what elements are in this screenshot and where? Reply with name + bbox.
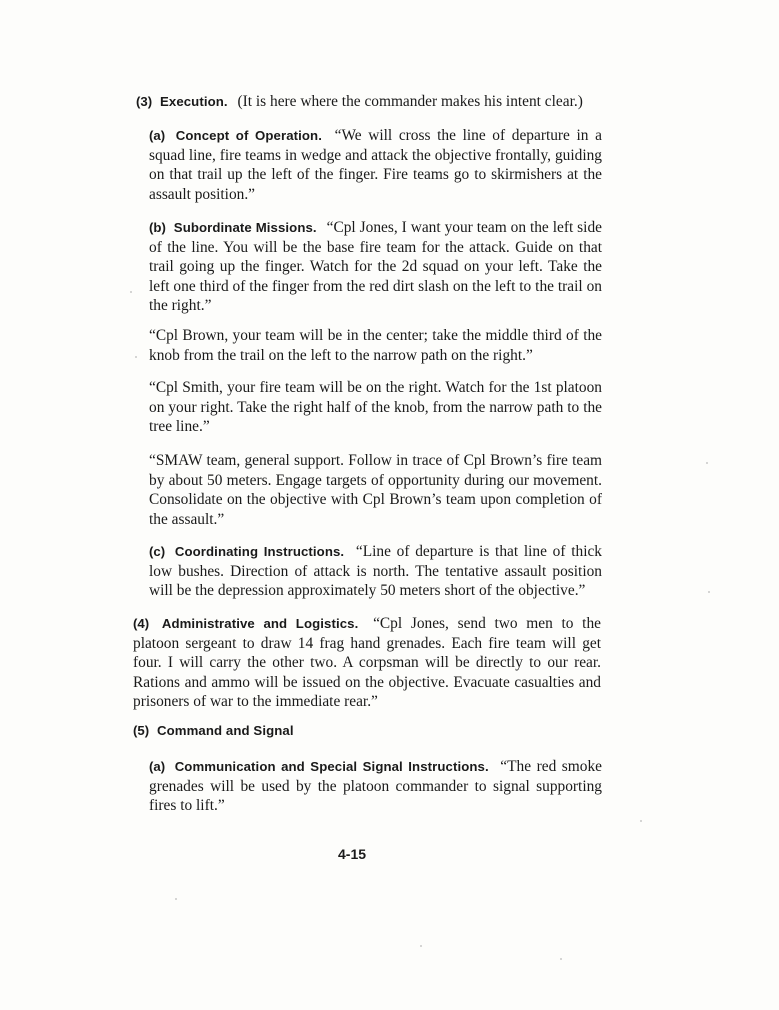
scan-speck — [706, 462, 708, 464]
concept-paragraph — [149, 126, 602, 204]
admin-paragraph — [133, 614, 601, 712]
scan-speck — [130, 291, 132, 293]
scan-speck — [640, 820, 642, 822]
execution-text: (It is here where the commander makes his intent clear.) — [237, 93, 583, 110]
coordinating-heading: Coordinating Instructions. — [174, 544, 345, 559]
coordinating-text: “Line of departure is that line of thick low bushes. Direction of attack is north. The tentative assault position will be the depression approximately 50 meters short of the objective.” — [149, 543, 602, 600]
page-number: 4-15 — [338, 846, 367, 862]
concept-heading: Concept of Operation. — [175, 128, 322, 143]
communication-heading: Communication and Special Signal Instructions. — [174, 759, 489, 774]
execution-heading: Execution. — [159, 94, 228, 109]
concept-number: (a) — [149, 128, 166, 143]
command-heading: Command and Signal — [156, 723, 294, 738]
scan-speck — [420, 945, 422, 947]
brown-paragraph: “Cpl Brown, your team will be in the center; take the middle third of the knob from the trail on the left to the narrow path on the right.” — [149, 327, 602, 364]
coordinating-number: (c) — [149, 544, 166, 559]
scan-speck — [135, 356, 137, 358]
communication-text: “The red smoke grenades will be used by the platoon commander to signal supporting fires to lift.” — [149, 758, 602, 815]
admin-number: (4) — [133, 616, 150, 631]
subordinate-paragraph — [149, 218, 602, 316]
communication-number: (a) — [149, 759, 166, 774]
scan-speck — [560, 958, 562, 960]
communication-paragraph — [149, 757, 602, 816]
scan-speck — [175, 898, 177, 900]
subordinate-text: “Cpl Jones, I want your team on the left side of the line. You will be the base fire team for the attack. Guide on that trail going up the finger. Watch for the 2d squad on your left. Take the left one third of the finger from the red dirt slash on the left to the trail on the right.” — [149, 219, 602, 315]
admin-text: “Cpl Jones, send two men to the platoon sergeant to draw 14 frag hand grenades. Each fire team will get four. I will carry the other two. A corpsman will be directly to our rear. Rations and ammo will be issued on the objective. Evacuate casualties and prisoners of war to the immediate rear.” — [133, 615, 601, 711]
concept-text: “We will cross the line of departure in a squad line, fire teams in wedge and attack the objective frontally, guiding on that trail up the left of the finger. Fire teams go to skirmishers at the assault position.” — [149, 127, 602, 203]
smaw-paragraph: “SMAW team, general support. Follow in trace of Cpl Brown’s fire team by about 50 meters. Engage targets of opportunity during our movement. Consolidate on the objective with Cpl Brown’s team upon completion of the assault.” — [149, 452, 602, 528]
subordinate-number: (b) — [149, 220, 166, 235]
coordinating-paragraph — [149, 542, 602, 601]
admin-heading: Administrative and Logistics. — [161, 616, 359, 631]
execution-number: (3) — [136, 94, 153, 109]
subordinate-heading: Subordinate Missions. — [173, 220, 317, 235]
scan-speck — [708, 591, 710, 593]
smith-paragraph: “Cpl Smith, your fire team will be on the right. Watch for the 1st platoon on your right. Take the right half of the knob, from the narrow path to the tree line.” — [149, 379, 602, 436]
execution-paragraph — [136, 92, 612, 112]
command-paragraph — [133, 721, 601, 741]
command-number: (5) — [133, 723, 150, 738]
